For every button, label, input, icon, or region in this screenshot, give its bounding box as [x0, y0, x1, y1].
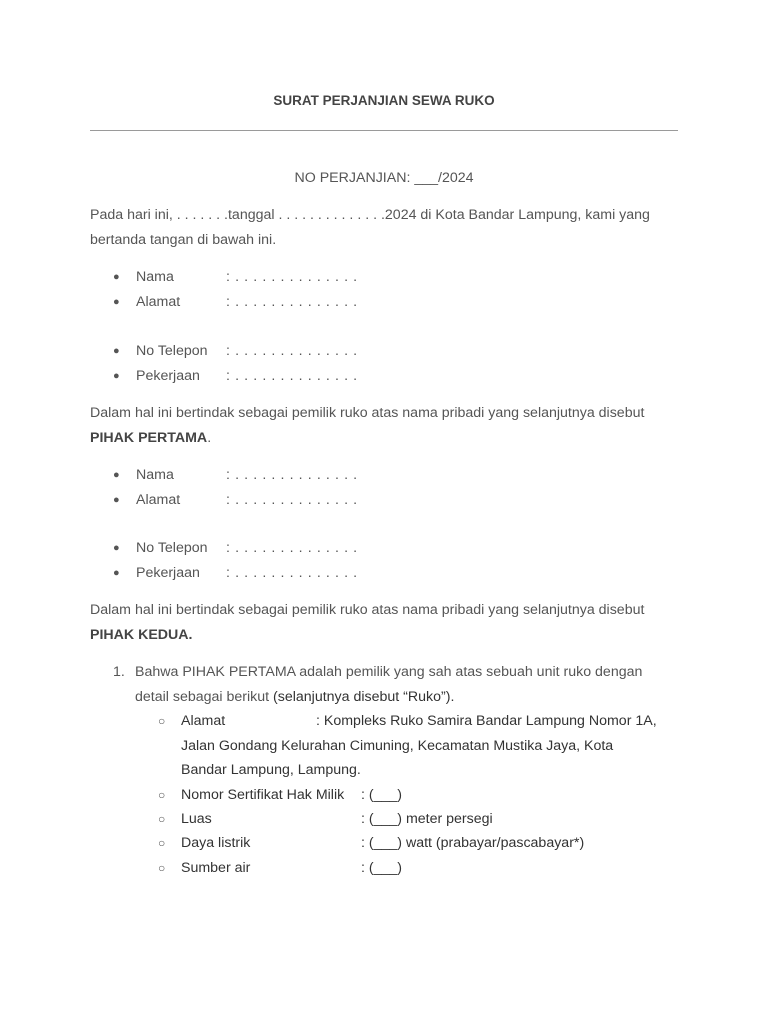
detail-alamat [158, 709, 678, 783]
circle-bullet: ○ [158, 788, 166, 802]
field-label: Alamat [136, 492, 181, 508]
circle-bullet: ○ [158, 861, 166, 875]
circle-bullet: ○ [158, 836, 166, 850]
detail-label: Nomor Sertifikat Hak Milik [181, 787, 345, 803]
detail-label: Luas [181, 811, 212, 827]
detail-label: Alamat [181, 713, 226, 729]
party2-statement [90, 598, 680, 648]
statement-text: Dalam hal ini bertindak sebagai pemilik ruko atas nama pribadi yang selanjutnya disebut [90, 602, 645, 618]
bullet: ● [113, 345, 120, 357]
field-label: Pekerjaan [136, 368, 200, 384]
party1-statement [90, 401, 680, 451]
bullet: ● [113, 469, 120, 481]
bullet: ● [113, 370, 120, 382]
statement-end: . [207, 430, 212, 446]
circle-bullet: ○ [158, 714, 166, 728]
field-blank: : . . . . . . . . . . . . . . [226, 565, 358, 581]
document-title: SURAT PERJANJIAN SEWA RUKO [273, 93, 495, 108]
detail-value: : (___) [361, 787, 403, 803]
statement-text: Dalam hal ini bertindak sebagai pemilik ruko atas nama pribadi yang selanjutnya disebut [90, 405, 645, 421]
field-blank: : . . . . . . . . . . . . . . [226, 294, 358, 310]
clause-text [135, 660, 680, 710]
detail-value: : (___) watt (prabayar/pascabayar*) [361, 835, 585, 851]
detail-value: : (___) [361, 860, 403, 876]
bullet: ● [113, 567, 120, 579]
title-divider [90, 130, 678, 131]
opening-paragraph: Pada hari ini, . . . . . . .tanggal . . . . . . . . . . . . . .2024 di Kota Bandar Lampung, kami yang bertanda tangan di bawah ini. [90, 207, 650, 248]
agreement-number: NO PERJANJIAN: ___/2024 [294, 170, 474, 186]
detail-label: Sumber air [181, 860, 251, 876]
field-blank: : . . . . . . . . . . . . . . [226, 540, 358, 556]
clause-number: 1. [113, 664, 125, 680]
field-label: Alamat [136, 294, 181, 310]
field-label: Pekerjaan [136, 565, 200, 581]
circle-bullet: ○ [158, 812, 166, 826]
bullet: ● [113, 296, 120, 308]
detail-value: : (___) meter persegi [361, 811, 493, 827]
bullet: ● [113, 271, 120, 283]
detail-label: Daya listrik [181, 835, 251, 851]
party1-label: PIHAK PERTAMA [90, 430, 208, 446]
field-blank: : . . . . . . . . . . . . . . [226, 492, 358, 508]
bullet: ● [113, 494, 120, 506]
field-label: Nama [136, 467, 174, 483]
clause-text-main: Bahwa PIHAK PERTAMA adalah pemilik yang sah atas sebuah unit ruko dengan detail sebagai berikut [135, 664, 643, 705]
bullet: ● [113, 542, 120, 554]
detail-value: : Kompleks Ruko Samira Bandar Lampung Nomor 1A, Jalan Gondang Kelurahan Cimuning, Kecamatan Mustika Jaya, Kota Bandar Lampung, Lampung. [181, 713, 657, 778]
party2-label: PIHAK KEDUA. [90, 627, 193, 643]
clause-text-definition: (selanjutnya disebut “Ruko”). [273, 689, 455, 705]
field-label: No Telepon [136, 540, 208, 556]
field-blank: : . . . . . . . . . . . . . . [226, 269, 358, 285]
field-label: Nama [136, 269, 174, 285]
field-blank: : . . . . . . . . . . . . . . [226, 467, 358, 483]
field-blank: : . . . . . . . . . . . . . . [226, 368, 358, 384]
field-blank: : . . . . . . . . . . . . . . [226, 343, 358, 359]
field-label: No Telepon [136, 343, 208, 359]
